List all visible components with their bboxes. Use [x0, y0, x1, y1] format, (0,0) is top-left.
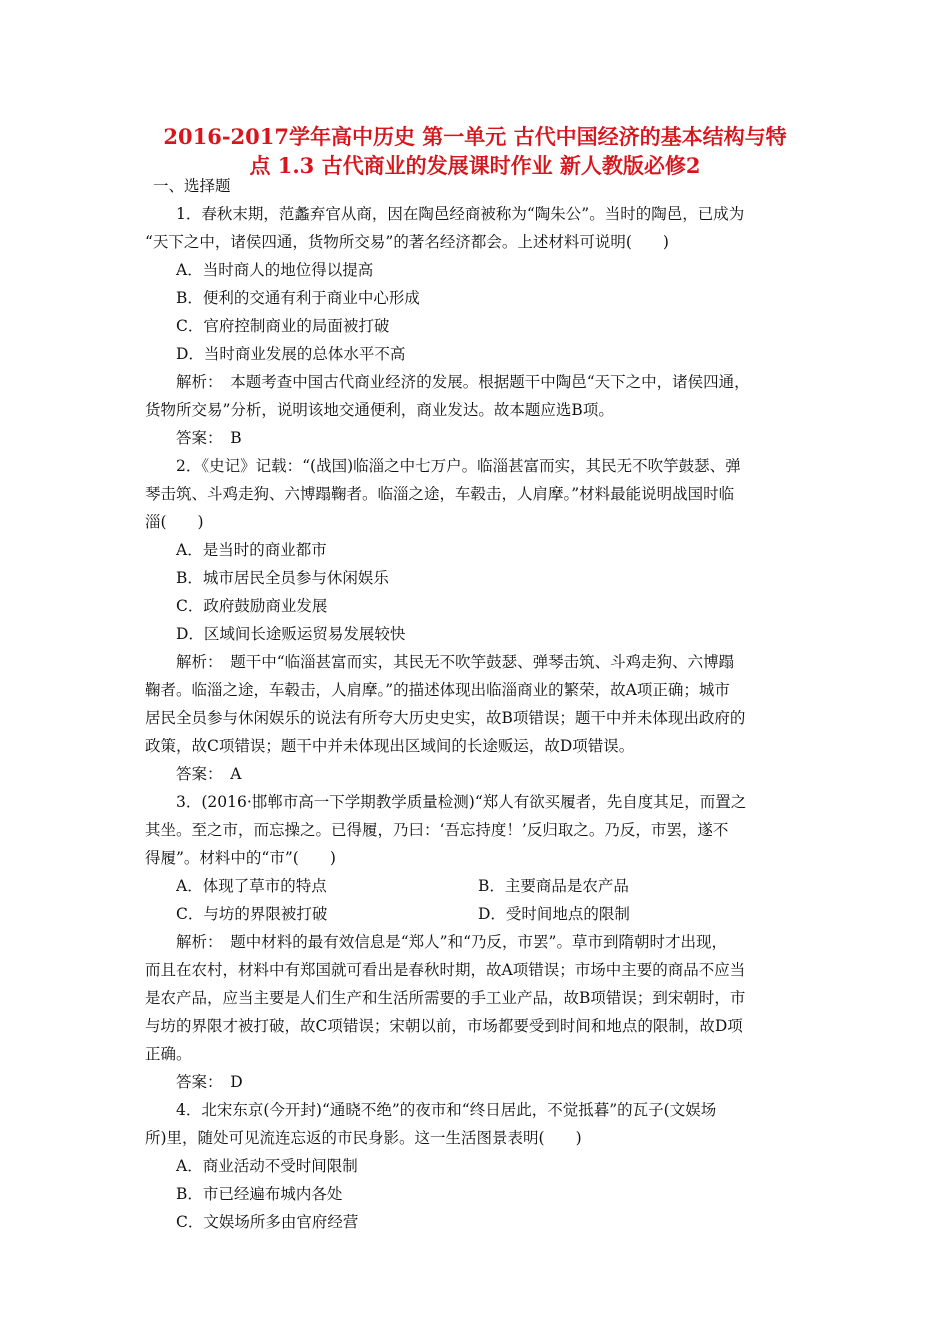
options-row: [145, 872, 805, 900]
question-stem: “天下之中，诸侯四通，货物所交易”的著名经济都会。上述材料可说明( ): [145, 233, 669, 251]
options-row: [145, 900, 805, 928]
title-line-2: 点 1.3 古代商业的发展课时作业 新人教版必修2: [249, 153, 701, 178]
section-heading: 一、选择题: [153, 177, 231, 195]
option-a: A．当时商人的地位得以提高: [176, 261, 374, 279]
question-stem: 2．《史记》记载：“(战国)临淄之中七万户。临淄甚富而实，其民无不吹竽鼓瑟、弹: [176, 457, 741, 475]
analysis: 而且在农村，材料中有郑国就可看出是春秋时期，故A项错误；市场中主要的商品不应当: [145, 961, 746, 979]
question-3: [145, 788, 805, 1096]
option-d: D．受时间地点的限制: [478, 905, 630, 923]
analysis: 与坊的界限才被打破，故C项错误；宋朝以前，市场都要受到时间和地点的限制，故D项: [145, 1017, 743, 1035]
option-c: C．文娱场所多由官府经营: [176, 1213, 359, 1231]
question-4: [145, 1096, 805, 1236]
option-a: A．体现了草市的特点: [176, 877, 327, 895]
question-stem: 其坐。至之市，而忘操之。已得履，乃曰：‘吾忘持度！’反归取之。乃反，市罢，遂不: [145, 821, 729, 839]
question-2: [145, 452, 805, 788]
option-b: B．便利的交通有利于商业中心形成: [176, 289, 420, 307]
analysis: 货物所交易”分析，说明该地交通便利，商业发达。故本题应选B项。: [145, 401, 614, 419]
question-stem: 琴击筑、斗鸡走狗、六博蹋鞠者。临淄之途，车毂击，人肩摩。”材料最能说明战国时临: [145, 485, 735, 503]
title-line-1: 2016-2017学年高中历史 第一单元 古代中国经济的基本结构与特: [163, 124, 787, 149]
option-d: D．区域间长途贩运贸易发展较快: [176, 625, 406, 643]
answer: 答案： A: [176, 765, 242, 783]
option-c: C．官府控制商业的局面被打破: [176, 317, 390, 335]
analysis: 是农产品，应当主要是人们生产和生活所需要的手工业产品，故B项错误；到宋朝时，市: [145, 989, 746, 1007]
document-body: [145, 172, 805, 1236]
answer: 答案： B: [176, 429, 242, 447]
analysis: 解析： 题干中“临淄甚富而实，其民无不吹竽鼓瑟、弹琴击筑、斗鸡走狗、六博蹋: [176, 653, 735, 671]
analysis: 正确。: [145, 1045, 192, 1063]
option-a: A．商业活动不受时间限制: [176, 1157, 358, 1175]
option-d: D．当时商业发展的总体水平不高: [176, 345, 406, 363]
question-stem: 3．(2016·邯郸市高一下学期教学质量检测)“郑人有欲买履者，先自度其足，而置之: [176, 793, 747, 811]
question-stem: 所)里，随处可见流连忘返的市民身影。这一生活图景表明( ): [145, 1129, 582, 1147]
analysis: 政策，故C项错误；题干中并未体现出区域间的长途贩运，故D项错误。: [145, 737, 635, 755]
option-a: A．是当时的商业都市: [176, 541, 327, 559]
analysis: 解析： 本题考查中国古代商业经济的发展。根据题干中陶邑“天下之中，诸侯四通，: [176, 373, 750, 391]
question-stem: 4．北宋东京(今开封)“通晓不绝”的夜市和“终日居此，不觉抵暮”的瓦子(文娱场: [176, 1101, 717, 1119]
question-stem: 得履”。材料中的“市”( ): [145, 849, 336, 867]
question-stem: 1．春秋末期，范蠡弃官从商，因在陶邑经商被称为“陶朱公”。当时的陶邑，已成为: [176, 205, 745, 223]
question-1: [145, 200, 805, 452]
option-b: B．市已经遍布城内各处: [176, 1185, 343, 1203]
analysis: 解析： 题中材料的最有效信息是“郑人”和“乃反，市罢”。草市到隋朝时才出现，: [176, 933, 727, 951]
analysis: 居民全员参与休闲娱乐的说法有所夸大历史史实，故B项错误；题干中并未体现出政府的: [145, 709, 746, 727]
analysis: 鞠者。临淄之途，车毂击，人肩摩。”的描述体现出临淄商业的繁荣，故A项正确；城市: [145, 681, 730, 699]
option-c: C．政府鼓励商业发展: [176, 597, 328, 615]
option-b: B．主要商品是农产品: [478, 877, 629, 895]
answer: 答案： D: [176, 1073, 243, 1091]
option-c: C．与坊的界限被打破: [176, 905, 328, 923]
question-stem: 淄( ): [145, 513, 204, 531]
option-b: B．城市居民全员参与休闲娱乐: [176, 569, 389, 587]
